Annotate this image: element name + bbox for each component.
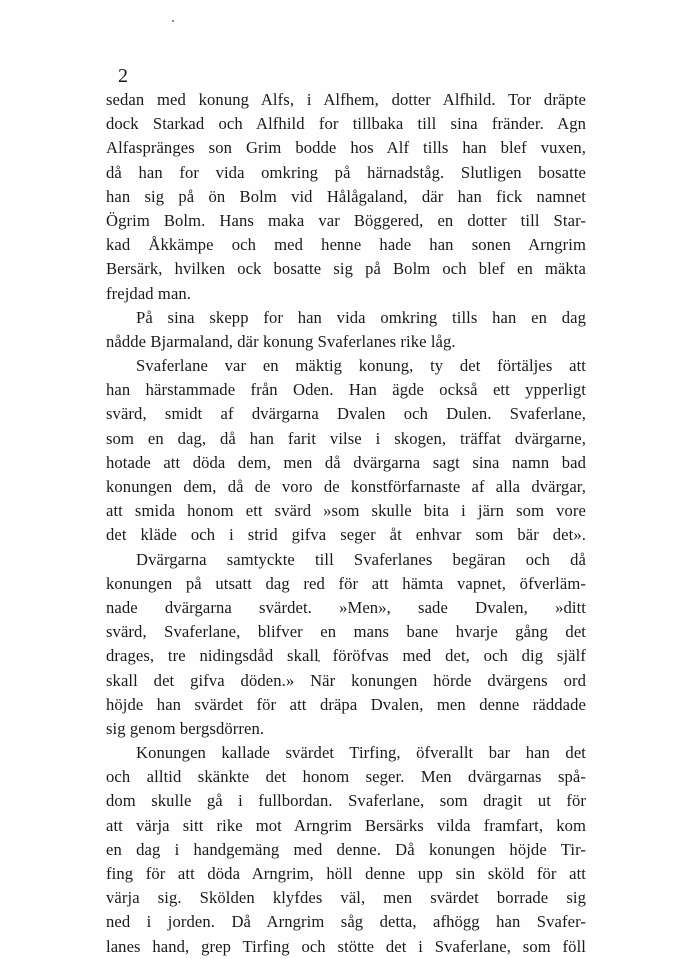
text-line: sig genom bergsdörren. (106, 718, 265, 738)
text-line: en dag i handgemäng med denne. Då konungen höjde Tir- (106, 839, 586, 859)
text-line: frejdad man. (106, 283, 192, 303)
text-line: svärd, smidt af dvärgarna Dvalen och Dulen. Svaferlane, (106, 404, 586, 424)
text-line: På sina skepp for han vida omkring tills han en dag (136, 307, 586, 327)
text-line: han härstammade från Oden. Han ägde också ett ypperligt (106, 380, 586, 400)
text-line: svärd, Svaferlane, blifver en mans bane hvarje gång det (106, 622, 586, 642)
text-line: dom skulle gå i fullbordan. Svaferlane, som dragit ut för (106, 791, 586, 811)
text-line: Bersärk, hvilken ock bosatte sig på Bolm och blef en mäkta (106, 259, 586, 279)
text-line: dock Starkad och Alfhild for tillbaka till sina fränder. Agn (106, 114, 586, 134)
page-number: 2 (118, 65, 128, 87)
text-line: det kläde och i strid gifva seger åt enhvar som bär det». (106, 525, 586, 545)
text-line: värja sig. Skölden klyfdes väl, men svärdet borrade sig (106, 888, 586, 908)
text-line: att smida honom ett svärd »som skulle bita i järn som vore (106, 501, 586, 521)
text-line: då han for vida omkring på härnadståg. Slutligen bosatte (106, 162, 586, 182)
text-line: Konungen kallade svärdet Tirfing, öfverallt bar han det (136, 743, 586, 763)
text-line: ned i jorden. Då Arngrim såg detta, afhögg han Svafer- (106, 912, 586, 932)
text-line: höjde han svärdet för att dräpa Dvalen, men denne räddade (106, 694, 586, 714)
text-line: hotade att döda dem, men då dvärgarna sagt sina namn bad (106, 452, 586, 472)
text-line: kad Åkkämpe och med henne hade han sonen Arngrim (106, 235, 586, 255)
text-line: nådde Bjarmaland, där konung Svaferlanes rike låg. (106, 331, 456, 351)
paper-speck (172, 20, 174, 22)
text-line: fing för att döda Arngrim, höll denne upp sin sköld för att (106, 864, 586, 883)
text-line: nade dvärgarna svärdet. »Men», sade Dvalen, »ditt (106, 597, 586, 617)
text-line: konungen dem, då de voro de konstförfarnaste af alla dvärgar, (106, 477, 586, 496)
text-line: lanes hand, grep Tirfing och stötte det i Svaferlane, som föll (106, 936, 586, 956)
body-text (106, 88, 586, 959)
text-line: att värja sitt rike mot Arngrim Bersärks vilda framfart, kom (106, 815, 586, 835)
text-line: skall det gifva döden.» När konungen hörde dvärgens ord (106, 670, 586, 690)
text-line: som en dag, då han farit vilse i skogen, träffat dvärgarne, (106, 428, 586, 448)
text-line: sedan med konung Alfs, i Alfhem, dotter Alfhild. Tor dräpte (106, 90, 586, 109)
text-line: drages, tre nidingsdåd skall föröfvas med det, och dig själf (106, 646, 586, 666)
text-line: konungen på utsatt dag red för att hämta vapnet, öfverläm- (106, 573, 586, 593)
text-line: Alfasprängеs son Grim bodde hos Alf tills han blef vuxen, (106, 138, 586, 158)
text-line: Svaferlane var en mäktig konung, ty det förtäljes att (136, 356, 586, 376)
text-line: han sig på ön Bolm vid Hålågaland, där han fick namnet (106, 186, 586, 206)
text-line: Ögrim Bolm. Hans maka var Böggered, en dotter till Star- (106, 210, 586, 230)
text-line: och alltid skänkte det honom seger. Men dvärgarnas spå- (106, 767, 586, 787)
text-line: Dvärgarna samtyckte till Svaferlanes begäran och då (136, 549, 586, 569)
